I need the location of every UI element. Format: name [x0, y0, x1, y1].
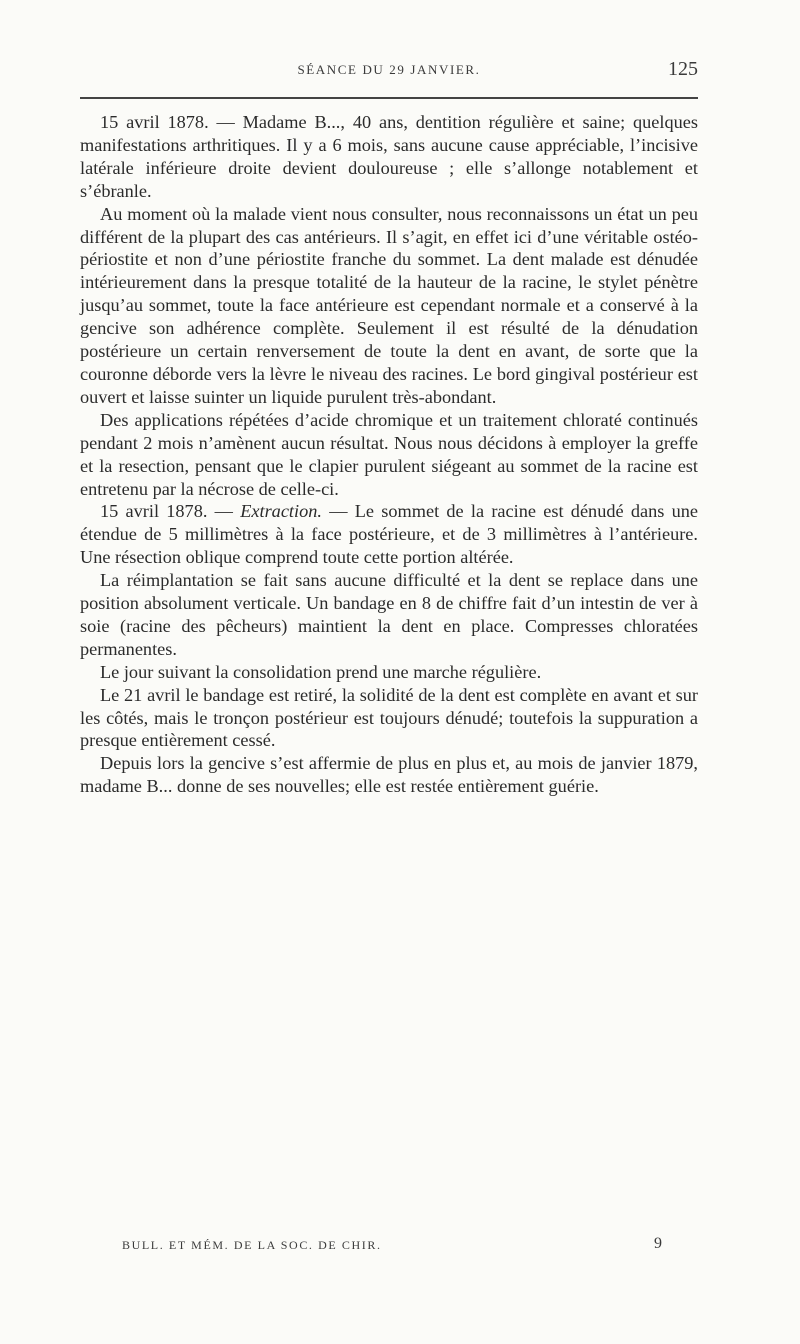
paragraph: Des applications répétées d’acide chromique et un traitement chloraté continués pendant 2 mois n’amènent aucun résultat. Nous nous décidons à employer la greffe et la resection, pensant que le clapier purulent siégeant au sommet de la racine est entretenu par la nécrose de celle-ci.: [80, 409, 698, 499]
header-rule: [80, 97, 698, 99]
extraction-label: Extraction.: [240, 501, 322, 522]
paragraph: 15 avril 1878. — Madame B..., 40 ans, dentition régulière et saine; quelques manifestations arthritiques. Il y a 6 mois, sans aucune cause appréciable, l’incisive latérale inférieure droite devient douloureuse ; elle s’allonge notablement et s’ébranle.: [80, 112, 698, 201]
footer-publication: BULL. ET MÉM. DE LA SOC. DE CHIR.: [122, 1238, 382, 1252]
paragraph-extraction: [80, 500, 698, 569]
page-header: [80, 58, 698, 88]
extraction-date: 15 avril 1878. —: [100, 501, 241, 522]
page-footer: [122, 1235, 662, 1262]
signature-mark: 9: [654, 1235, 662, 1252]
page-number: 125: [668, 58, 698, 80]
paragraph: Au moment où la malade vient nous consulter, nous reconnaissons un état un peu différent de la plupart des cas antérieurs. Il s’agit, en effet ici d’une véritable ostéo-périostite et non d’une périostite franche du sommet. La dent malade est dénudée intérieurement dans la presque totalité de la hauteur de la racine, le stylet pénètre jusqu’au sommet, toute la face antérieure est cependant normale et a conservé à la gencive son adhérence complète. Seulement il est résulté de la dénudation postérieure un certain renversement de toute la dent en avant, de sorte que la couronne déborde vers la lèvre le niveau des racines. Le bord gingival postérieur est ouvert et laisse suinter un liquide purulent très-abondant.: [80, 203, 698, 407]
running-title: SÉANCE DU 29 JANVIER.: [297, 62, 481, 77]
paragraph: Le jour suivant la consolidation prend une marche régulière.: [100, 661, 542, 682]
extraction-text: — Le sommet de la racine est dénudé dans une étendue de 5 millimètres à la face postérieure, et de 3 millimètres à l’antérieure. Une résection oblique comprend toute cette portion altérée.: [80, 501, 698, 568]
paragraph: Le 21 avril le bandage est retiré, la solidité de la dent est complète en avant et sur les côtés, mais le tronçon postérieur est toujours dénudé; toutefois la suppuration a presque entièrement cessé.: [80, 684, 698, 751]
body-text: [80, 111, 698, 798]
paragraph: La réimplantation se fait sans aucune difficulté et la dent se replace dans une position absolument verticale. Un bandage en 8 de chiffre fait d’un intestin de ver à soie (racine des pêcheurs) maintient la dent en place. Compresses chloratées permanentes.: [80, 570, 698, 659]
paragraph: Depuis lors la gencive s’est affermie de plus en plus et, au mois de janvier 1879, madame B... donne de ses nouvelles; elle est restée entièrement guérie.: [80, 753, 698, 797]
